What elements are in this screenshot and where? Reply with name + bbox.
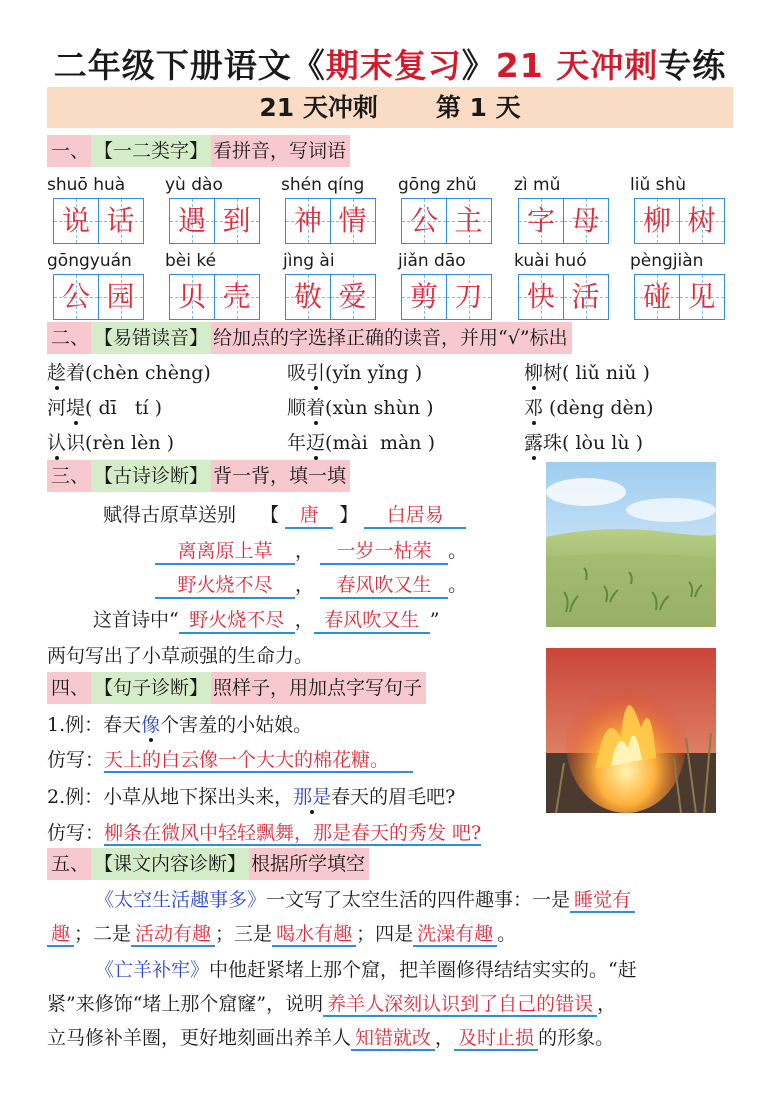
char-cell: 说 <box>53 198 99 244</box>
pinyin-1: shuō huà <box>47 175 126 195</box>
char-cell: 敬 <box>285 274 331 320</box>
section1-header: 一、 【一二类字】 看拼音，写词语 <box>47 135 350 167</box>
reading-item: 认识(rèn lèn ) <box>47 432 175 454</box>
pinyin-11: kuài huó <box>514 251 587 271</box>
pinyin-3: shén qíng <box>281 175 365 195</box>
reading-item: 河堤( dī tí ) <box>47 397 163 419</box>
poem-line-2: 野火烧不尽 ， 春风吹又生 。 <box>155 570 467 599</box>
char-grid <box>285 274 374 320</box>
pinyin-12: pèngjiàn <box>630 251 704 271</box>
poem-line-1: 离离原上草 ， 一岁一枯荣 。 <box>155 536 467 565</box>
char-cell: 快 <box>518 274 564 320</box>
section3-header: 三、 【古诗诊断】 背一背，填一填 <box>47 460 350 492</box>
pinyin-2: yù dào <box>165 175 223 195</box>
day-banner: 21 天冲刺 第 1 天 <box>47 87 733 128</box>
char-grid <box>518 274 607 320</box>
char-cell: 主 <box>446 198 492 244</box>
reading-item: 吸引(yǐn yǐng ) <box>287 362 423 384</box>
char-cell: 贝 <box>169 274 215 320</box>
section4-header: 四、 【句子诊断】 照样子，用加点字写句子 <box>47 672 426 704</box>
reading-item: 趁着(chèn chèng) <box>47 362 211 384</box>
char-cell: 爱 <box>330 274 376 320</box>
section5-header: 五、 【课文内容诊断】 根据所学填空 <box>47 848 369 880</box>
reading-item: 邓 (dèng dèn) <box>524 397 654 419</box>
char-grid <box>401 274 490 320</box>
char-cell: 碰 <box>634 274 680 320</box>
reading-item: 露珠( lòu lù ) <box>524 432 644 454</box>
char-cell: 到 <box>214 198 260 244</box>
char-grid <box>634 198 723 244</box>
char-cell: 话 <box>98 198 144 244</box>
paragraph-1: 《太空生活趣事多》一文写了太空生活的四件趣事：一是 睡觉有 趣 ；二是 活动有趣 ；三是 喝水有趣 ；四是 洗澡有趣 。 <box>47 883 737 951</box>
char-cell: 园 <box>98 274 144 320</box>
char-cell: 神 <box>285 198 331 244</box>
pinyin-8: bèi ké <box>165 251 217 271</box>
pinyin-9: jìng ài <box>283 251 335 271</box>
char-cell: 见 <box>679 274 725 320</box>
char-cell: 刀 <box>446 274 492 320</box>
char-cell: 母 <box>563 198 609 244</box>
pinyin-10: jiǎn dāo <box>398 251 466 271</box>
imitation-1: 仿写：天上的白云像一个大大的棉花糖。 <box>47 745 413 772</box>
example-2: 2.例：小草从地下探出头来，那是春天的眉毛吧? <box>47 786 456 808</box>
char-cell: 字 <box>518 198 564 244</box>
example-1: 1.例：春天像个害羞的小姑娘。 <box>47 714 313 736</box>
reading-item: 顺着(xùn shùn ) <box>287 397 434 419</box>
paragraph-2: 《亡羊补牢》中他赶紧堵上那个窟，把羊圈修得结结实实的。“赶 紧”来修饰“堵上那个窟窿”，说明 养羊人深刻认识到了自己的错误 ， 立马修补羊圈，更好地刻画出养羊人 知错就改 ， 及时止损 的形象。 <box>47 959 637 1049</box>
char-cell: 遇 <box>169 198 215 244</box>
reading-item: 年迈(mài màn ) <box>287 432 435 454</box>
char-cell: 剪 <box>401 274 447 320</box>
char-grid <box>401 198 490 244</box>
char-grid <box>634 274 723 320</box>
char-grid <box>518 198 607 244</box>
pinyin-6: liǔ shù <box>630 175 687 195</box>
char-grid <box>53 274 142 320</box>
char-cell: 树 <box>679 198 725 244</box>
char-grid <box>285 198 374 244</box>
reading-item: 柳树( liǔ niǔ ) <box>524 362 650 384</box>
char-cell: 壳 <box>214 274 260 320</box>
imitation-2: 仿写：柳条在微风中轻轻飘舞，那是春天的秀发 吧? <box>47 822 482 844</box>
grass-fire-image <box>546 648 716 813</box>
poem-question: 这首诗中“ 野火烧不尽 ， 春风吹又生 ” <box>93 605 439 634</box>
char-cell: 柳 <box>634 198 680 244</box>
char-cell: 情 <box>330 198 376 244</box>
poem-question-line2: 两句写出了小草顽强的生命力。 <box>47 645 314 667</box>
char-cell: 公 <box>53 274 99 320</box>
pinyin-7: gōngyuán <box>47 251 132 271</box>
grassland-image <box>546 462 716 627</box>
pinyin-5: zì mǔ <box>514 175 561 195</box>
char-grid <box>169 274 258 320</box>
page-title: 二年级下册语文《期末复习》21 天冲刺专练 <box>53 46 727 85</box>
char-cell: 公 <box>401 198 447 244</box>
char-cell: 活 <box>563 274 609 320</box>
poem-title-line: 赋得古原草送别 【 唐 】 白居易 <box>103 500 466 529</box>
char-grid <box>169 198 258 244</box>
char-grid <box>53 198 142 244</box>
pinyin-4: gōng zhǔ <box>398 175 477 195</box>
section2-header: 二、 【易错读音】 给加点的字选择正确的读音，并用“√”标出 <box>47 322 572 354</box>
